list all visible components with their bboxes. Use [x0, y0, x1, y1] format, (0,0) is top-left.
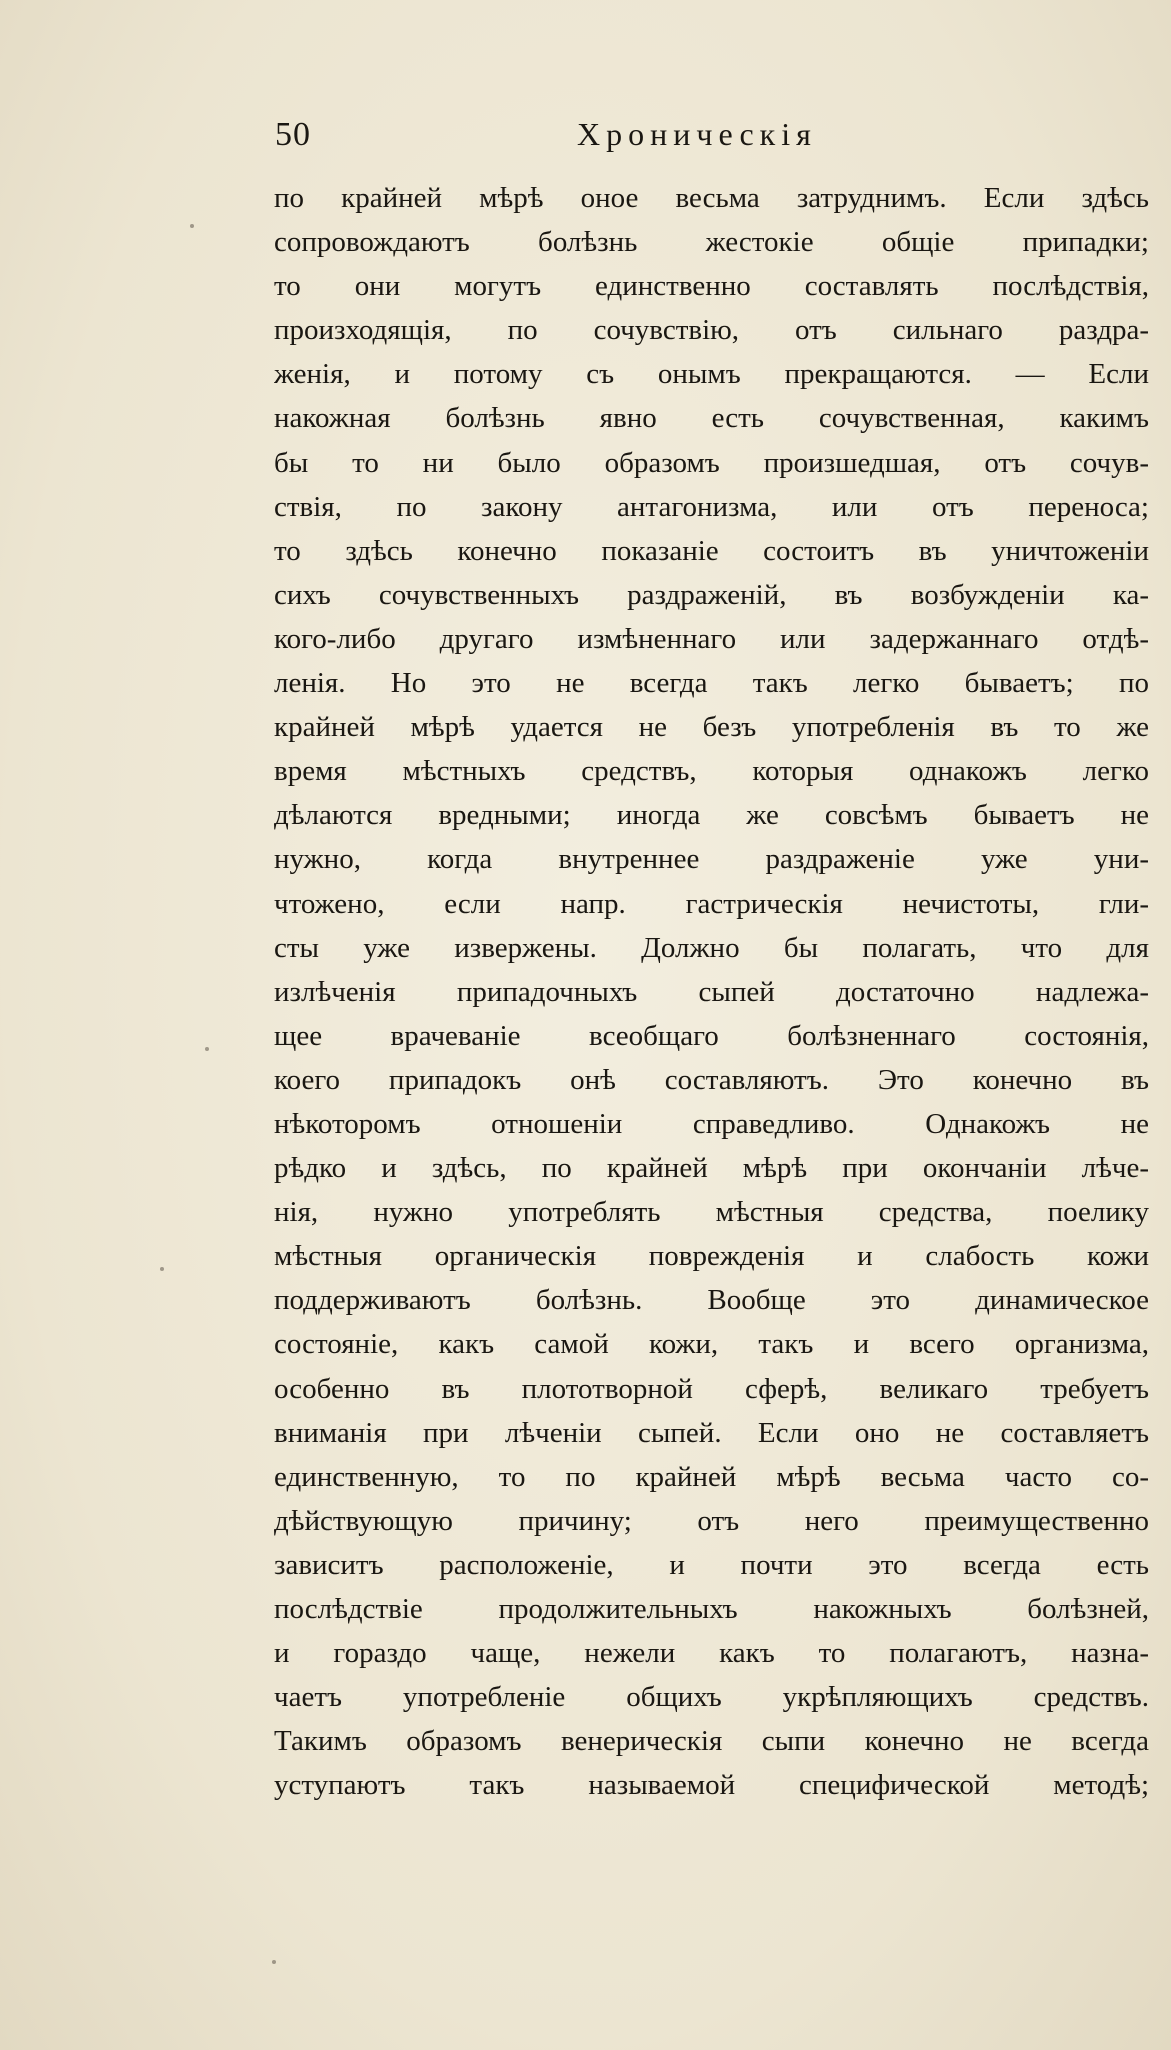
ink-speck: [272, 1960, 276, 1964]
text-line: зависитъ расположеніе, и почти это всегда есть: [274, 1548, 1149, 1581]
text-line: женія, и потому съ онымъ прекращаются. — Если: [274, 358, 1149, 391]
text-line: мѣстныя органическія поврежденія и слабость кожи: [274, 1240, 1149, 1273]
text-line: ленія. Но это не всегда такъ легко бываетъ; по: [274, 667, 1149, 700]
text-line: коего припадокъ онѣ составляютъ. Это конечно въ: [274, 1063, 1149, 1096]
text-line: послѣдствіе продолжительныхъ накожныхъ болѣзней,: [274, 1593, 1149, 1625]
text-line: уступаютъ такъ называемой специфической методѣ;: [274, 1769, 1149, 1802]
page-number: 50: [275, 116, 311, 153]
text-line: состояніе, какъ самой кожи, такъ и всего организма,: [274, 1328, 1149, 1361]
body-text: [274, 176, 1149, 1807]
text-line: нужно, когда внутреннее раздраженіе уже уни-: [274, 843, 1149, 876]
text-line: то здѣсь конечно показаніе состоитъ въ уничтоженіи: [274, 534, 1149, 567]
text-line: произходящія, по сочувствію, отъ сильнаго раздра-: [274, 314, 1149, 347]
text-line: вниманія при лѣченіи сыпей. Если оно не составляетъ: [274, 1416, 1149, 1449]
text-line: поддерживаютъ болѣзнь. Вообще это динамическое: [274, 1284, 1149, 1317]
text-line: сты уже извержены. Должно бы полагать, что для: [274, 931, 1149, 964]
text-line: дѣлаются вредными; иногда же совсѣмъ бываетъ не: [274, 799, 1149, 832]
text-line: и гораздо чаще, нежели какъ то полагаютъ, назна-: [274, 1637, 1149, 1670]
text-line: чаетъ употребленіе общихъ укрѣпляющихъ средствъ.: [274, 1681, 1149, 1714]
text-line: время мѣстныхъ средствъ, которыя однакожъ легко: [274, 755, 1149, 788]
text-line: бы то ни было образомъ произшедшая, отъ сочув-: [274, 446, 1149, 479]
text-line: нія, нужно употреблять мѣстныя средства, поелику: [274, 1196, 1149, 1229]
text-line: дѣйствующую причину; отъ него преимущественно: [274, 1504, 1149, 1537]
text-line: единственную, то по крайней мѣрѣ весьма часто со-: [274, 1460, 1149, 1493]
text-line: то они могутъ единственно составлять послѣдствія,: [274, 270, 1149, 303]
text-line: особенно въ плототворной сферѣ, великаго требуетъ: [274, 1372, 1149, 1405]
text-line: рѣдко и здѣсь, по крайней мѣрѣ при окончаніи лѣче-: [274, 1152, 1149, 1185]
text-line: щее врачеваніе всеобщаго болѣзненнаго состоянія,: [274, 1019, 1149, 1052]
text-line: ствія, по закону антагонизма, или отъ переноса;: [274, 490, 1149, 523]
text-line: излѣченія припадочныхъ сыпей достаточно надлежа-: [274, 975, 1149, 1008]
page-header: [275, 116, 875, 166]
ink-speck: [160, 1267, 164, 1271]
text-line: нѣкоторомъ отношеніи справедливо. Однакожъ не: [274, 1107, 1149, 1140]
text-line: Такимъ образомъ венерическія сыпи конечно не всегда: [274, 1725, 1149, 1758]
ink-speck: [205, 1047, 209, 1051]
text-line: сихъ сочувственныхъ раздраженій, въ возбужденіи ка-: [274, 578, 1149, 611]
running-title: Хроническія: [577, 116, 817, 152]
text-line: крайней мѣрѣ удается не безъ употребленія въ то же: [274, 711, 1149, 744]
text-line: чтожено, если напр. гастрическія нечистоты, гли-: [274, 887, 1149, 920]
text-line: сопровождаютъ болѣзнь жестокіе общіе припадки;: [274, 226, 1149, 259]
text-line: по крайней мѣрѣ оное весьма затруднимъ. Если здѣсь: [274, 182, 1149, 214]
text-line: накожная болѣзнь явно есть сочувственная, какимъ: [274, 402, 1149, 435]
ink-speck: [190, 224, 194, 228]
text-line: кого-либо другаго измѣненнаго или задержаннаго отдѣ-: [274, 622, 1149, 655]
